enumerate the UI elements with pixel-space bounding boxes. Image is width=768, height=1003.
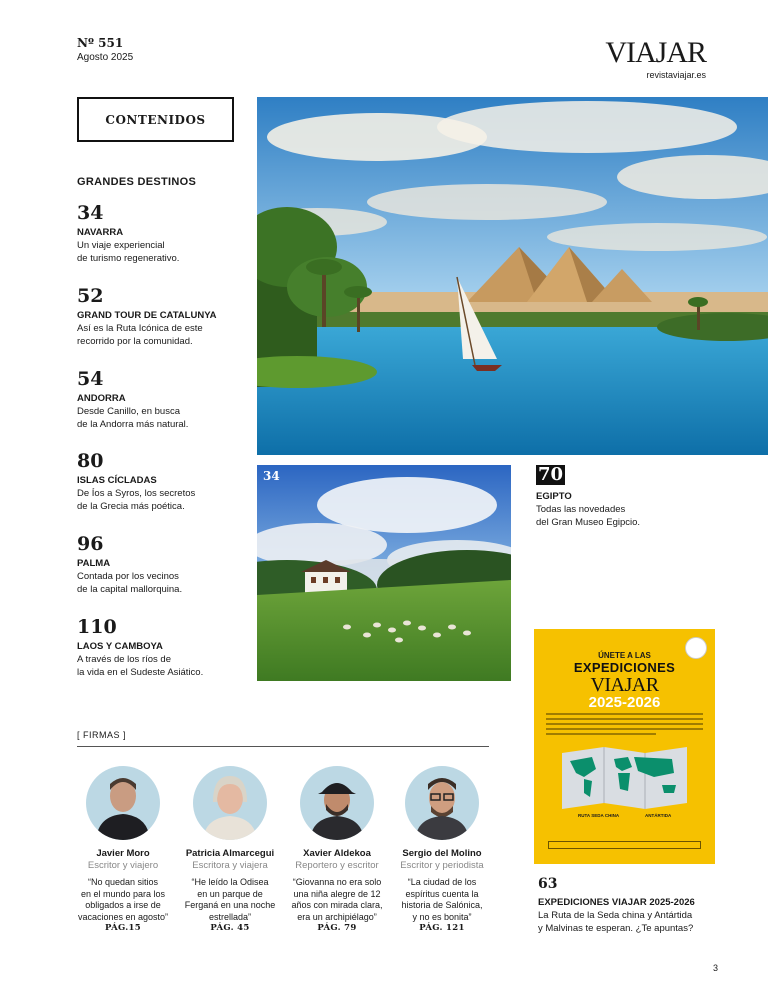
- cover-label-left: RUTA SEDA CHINA: [578, 813, 620, 818]
- cover-body-text: [546, 713, 703, 739]
- destination-desc: La Ruta de la Seda china y Antártida y Malvinas te esperan. ¿Te apuntas?: [538, 910, 694, 934]
- cover-footer-bar: [548, 841, 701, 849]
- destination-desc: Así es la Ruta Icónica de este recorrido por la comunidad.: [77, 323, 203, 347]
- page-number: 80: [77, 450, 104, 472]
- image-page-tag: 34: [263, 469, 280, 483]
- author-quote: “La ciudad de los espíritus cuenta la historia de Salónica, y no es bonita”: [401, 877, 483, 922]
- author-name: Xavier Aldekoa: [303, 848, 371, 859]
- author-quote: “No quedan sitios en el mundo para los obligados a irse de vacaciones en agosto”: [77, 877, 169, 922]
- egypt-entry[interactable]: [536, 465, 640, 529]
- destination-desc: Un viaje experiencial de turismo regenerativo.: [77, 240, 180, 264]
- page-folio: 3: [712, 963, 718, 973]
- destination-entry[interactable]: [77, 616, 203, 679]
- avatar: [193, 766, 267, 840]
- avatar: [300, 766, 374, 840]
- cover-expediciones: EXPEDICIONES: [573, 660, 676, 675]
- author-name: Sergio del Molino: [402, 848, 482, 859]
- page-number: 110: [77, 616, 117, 638]
- page-number: 34: [77, 202, 104, 224]
- author-name: Javier Moro: [96, 848, 150, 859]
- author-card[interactable]: [387, 766, 497, 933]
- divider: [77, 746, 489, 747]
- page-number: 54: [77, 368, 104, 390]
- section-title: GRANDES DESTINOS: [77, 176, 197, 188]
- author-card[interactable]: [68, 766, 178, 933]
- cover-label-right: ANTÁRTIDA: [645, 813, 672, 818]
- logo-text: VIAJAR: [605, 36, 706, 69]
- author-page: PÁG. 79: [317, 923, 357, 933]
- author-role: Escritor y periodista: [400, 860, 484, 871]
- page-number: 52: [77, 285, 104, 307]
- destination-entry[interactable]: [77, 202, 179, 265]
- site-url[interactable]: revistaviajar.es: [646, 70, 706, 80]
- destination-desc: Contada por los vecinos de la capital mallorquina.: [77, 571, 183, 595]
- destination-desc: De Íos a Syros, los secretos de la Grecia más poética.: [77, 488, 196, 512]
- author-role: Reportero y escritor: [295, 860, 379, 871]
- destination-name: EXPEDICIONES VIAJAR 2025-2026: [538, 897, 695, 908]
- author-card[interactable]: [175, 766, 285, 933]
- contents-heading: CONTENIDOS: [105, 112, 206, 127]
- destination-name: ISLAS CÍCLADAS: [77, 475, 157, 486]
- issue-number: Nº 551: [77, 36, 124, 50]
- destination-entry[interactable]: [77, 450, 195, 513]
- destination-desc: Desde Canillo, en busca de la Andorra más natural.: [77, 406, 189, 430]
- contents-heading-box: [77, 97, 234, 142]
- page-number: 96: [77, 533, 104, 555]
- page-number: 63: [538, 876, 558, 892]
- destination-name: LAOS Y CAMBOYA: [77, 641, 163, 652]
- author-page: PÁG. 45: [210, 923, 250, 933]
- navarra-field-image[interactable]: [257, 465, 511, 681]
- cover-years: 2025-2026: [588, 694, 661, 711]
- destination-entry[interactable]: [77, 368, 188, 431]
- firmas-label: [ FIRMAS ]: [77, 730, 127, 740]
- expediciones-cover-image[interactable]: [534, 629, 715, 864]
- destination-name: GRAND TOUR DE CATALUNYA: [77, 310, 217, 321]
- author-quote: “He leído la Odisea en un parque de Ferganá en una noche estrellada”: [184, 877, 276, 922]
- destination-entry[interactable]: [77, 285, 217, 348]
- hero-image-nile-pyramids[interactable]: [257, 97, 768, 455]
- world-map-icon: [562, 747, 687, 809]
- issue-date: Agosto 2025: [77, 52, 134, 63]
- cover-join-text: ÚNETE A LAS: [598, 651, 651, 660]
- cover-logo: VIAJAR: [590, 674, 659, 696]
- destination-desc: Todas las novedades del Gran Museo Egipcio.: [536, 504, 641, 528]
- author-quote: “Giovanna no era solo una niña alegre de 12 años con mirada clara, era un archipiélago”: [291, 877, 383, 922]
- author-page: PÁG. 121: [419, 923, 465, 933]
- author-role: Escritora y viajera: [192, 860, 268, 871]
- author-page: PÁG.15: [105, 923, 141, 933]
- author-role: Escritor y viajero: [87, 860, 159, 871]
- destination-name: EGIPTO: [536, 491, 572, 502]
- issue-info: [77, 36, 133, 63]
- author-name: Patricia Almarcegui: [185, 848, 275, 859]
- page-number: 70: [538, 464, 564, 485]
- avatar: [405, 766, 479, 840]
- author-card[interactable]: [282, 766, 392, 933]
- avatar: [86, 766, 160, 840]
- destination-name: ANDORRA: [77, 393, 126, 404]
- destination-desc: A través de los ríos de la vida en el Sudeste Asiático.: [77, 654, 204, 678]
- destination-name: NAVARRA: [77, 227, 124, 238]
- destination-entry[interactable]: [77, 533, 182, 596]
- magazine-logo[interactable]: [605, 38, 706, 80]
- expediciones-entry[interactable]: [538, 876, 695, 935]
- destination-name: PALMA: [77, 558, 111, 569]
